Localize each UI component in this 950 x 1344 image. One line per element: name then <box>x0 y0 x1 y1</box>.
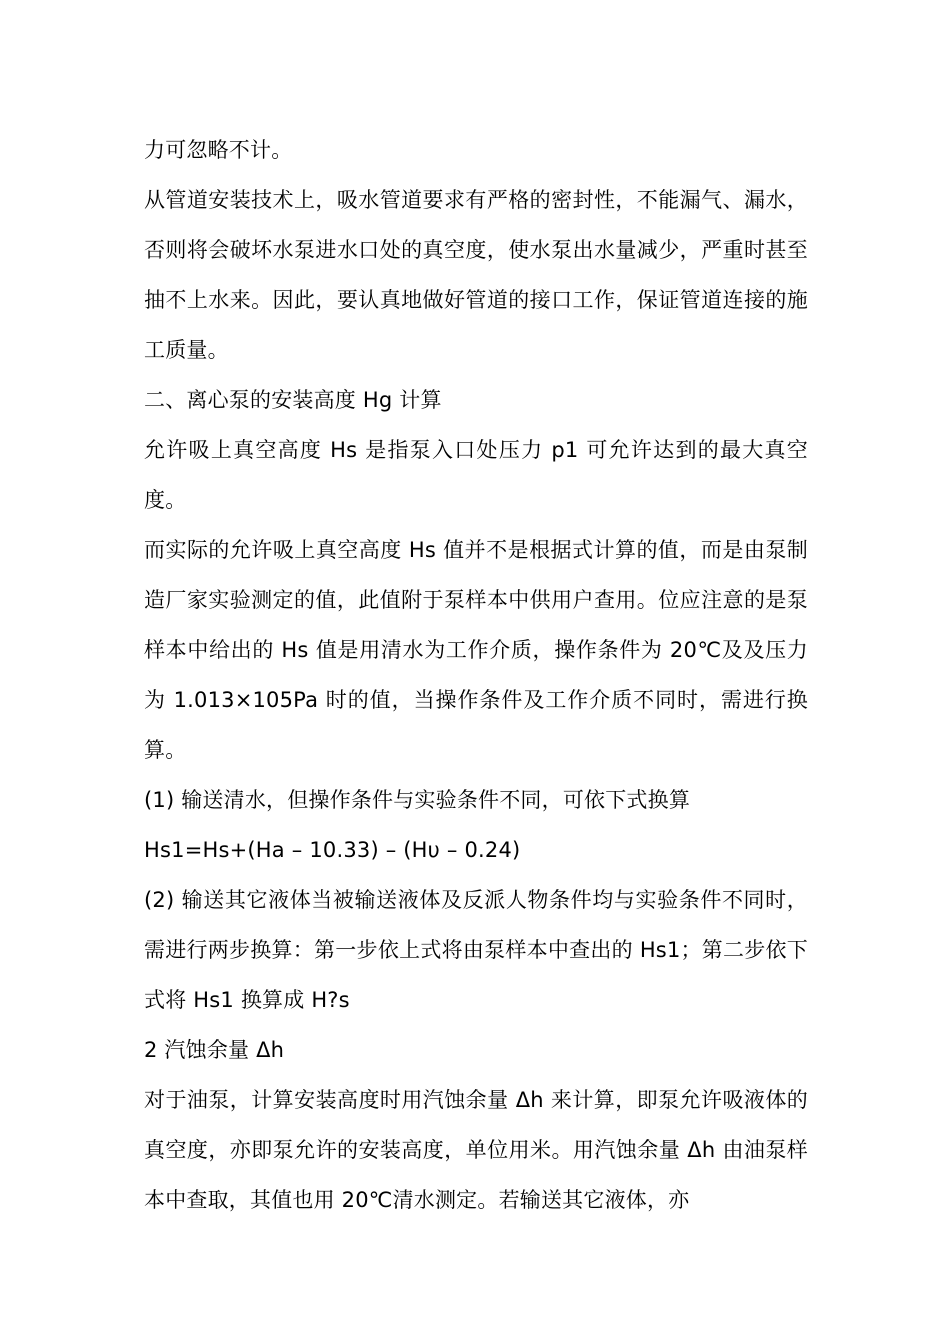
list-item-clean-water: (1) 输送清水，但操作条件与实验条件不同，可依下式换算 <box>144 788 691 812</box>
paragraph-oil-pump: 对于油泵，计算安装高度时用汽蚀余量 Δh 来计算，即泵允许吸液体的真空度，亦即泵允许的安装高度，单位用米。用汽蚀余量 Δh 由油泵样本中查取，其值也用 20℃清水测定。若输送其它液体，亦 <box>144 1088 808 1212</box>
paragraph-continuation: 力可忽略不计。 <box>144 138 293 162</box>
paragraph-hs-measurement: 而实际的允许吸上真空高度 Hs 值并不是根据式计算的值，而是由泵制造厂家实验测定的值，此值附于泵样本中供用户查用。位应注意的是泵样本中给出的 Hs 值是用清水为工作介质，操作条件为 20℃及及压力为 1.013×105Pa 时的值，当操作条件及工作介质不同时，需进行换算。 <box>144 538 808 762</box>
section-heading-install-height: 二、离心泵的安装高度 Hg 计算 <box>144 388 442 412</box>
formula-hs1: Hs1=Hs+(Ha – 10.33) – (Hυ – 0.24) <box>144 838 521 862</box>
paragraph-hs-definition: 允许吸上真空高度 Hs 是指泵入口处压力 p1 可允许达到的最大真空度。 <box>144 438 808 512</box>
paragraph-pipe-sealing: 从管道安装技术上，吸水管道要求有严格的密封性，不能漏气、漏水，否则将会破坏水泵进水口处的真空度，使水泵出水量减少，严重时甚至抽不上水来。因此，要认真地做好管道的接口工作，保证管道连接的施工质量。 <box>144 188 808 362</box>
document-body <box>144 125 808 1225</box>
section-heading-npsh: 2 汽蚀余量 Δh <box>144 1038 285 1062</box>
list-item-other-liquids: (2) 输送其它液体当被输送液体及反派人物条件均与实验条件不同时，需进行两步换算：第一步依上式将由泵样本中查出的 Hs1；第二步依下式将 Hs1 换算成 H?s <box>144 888 808 1012</box>
